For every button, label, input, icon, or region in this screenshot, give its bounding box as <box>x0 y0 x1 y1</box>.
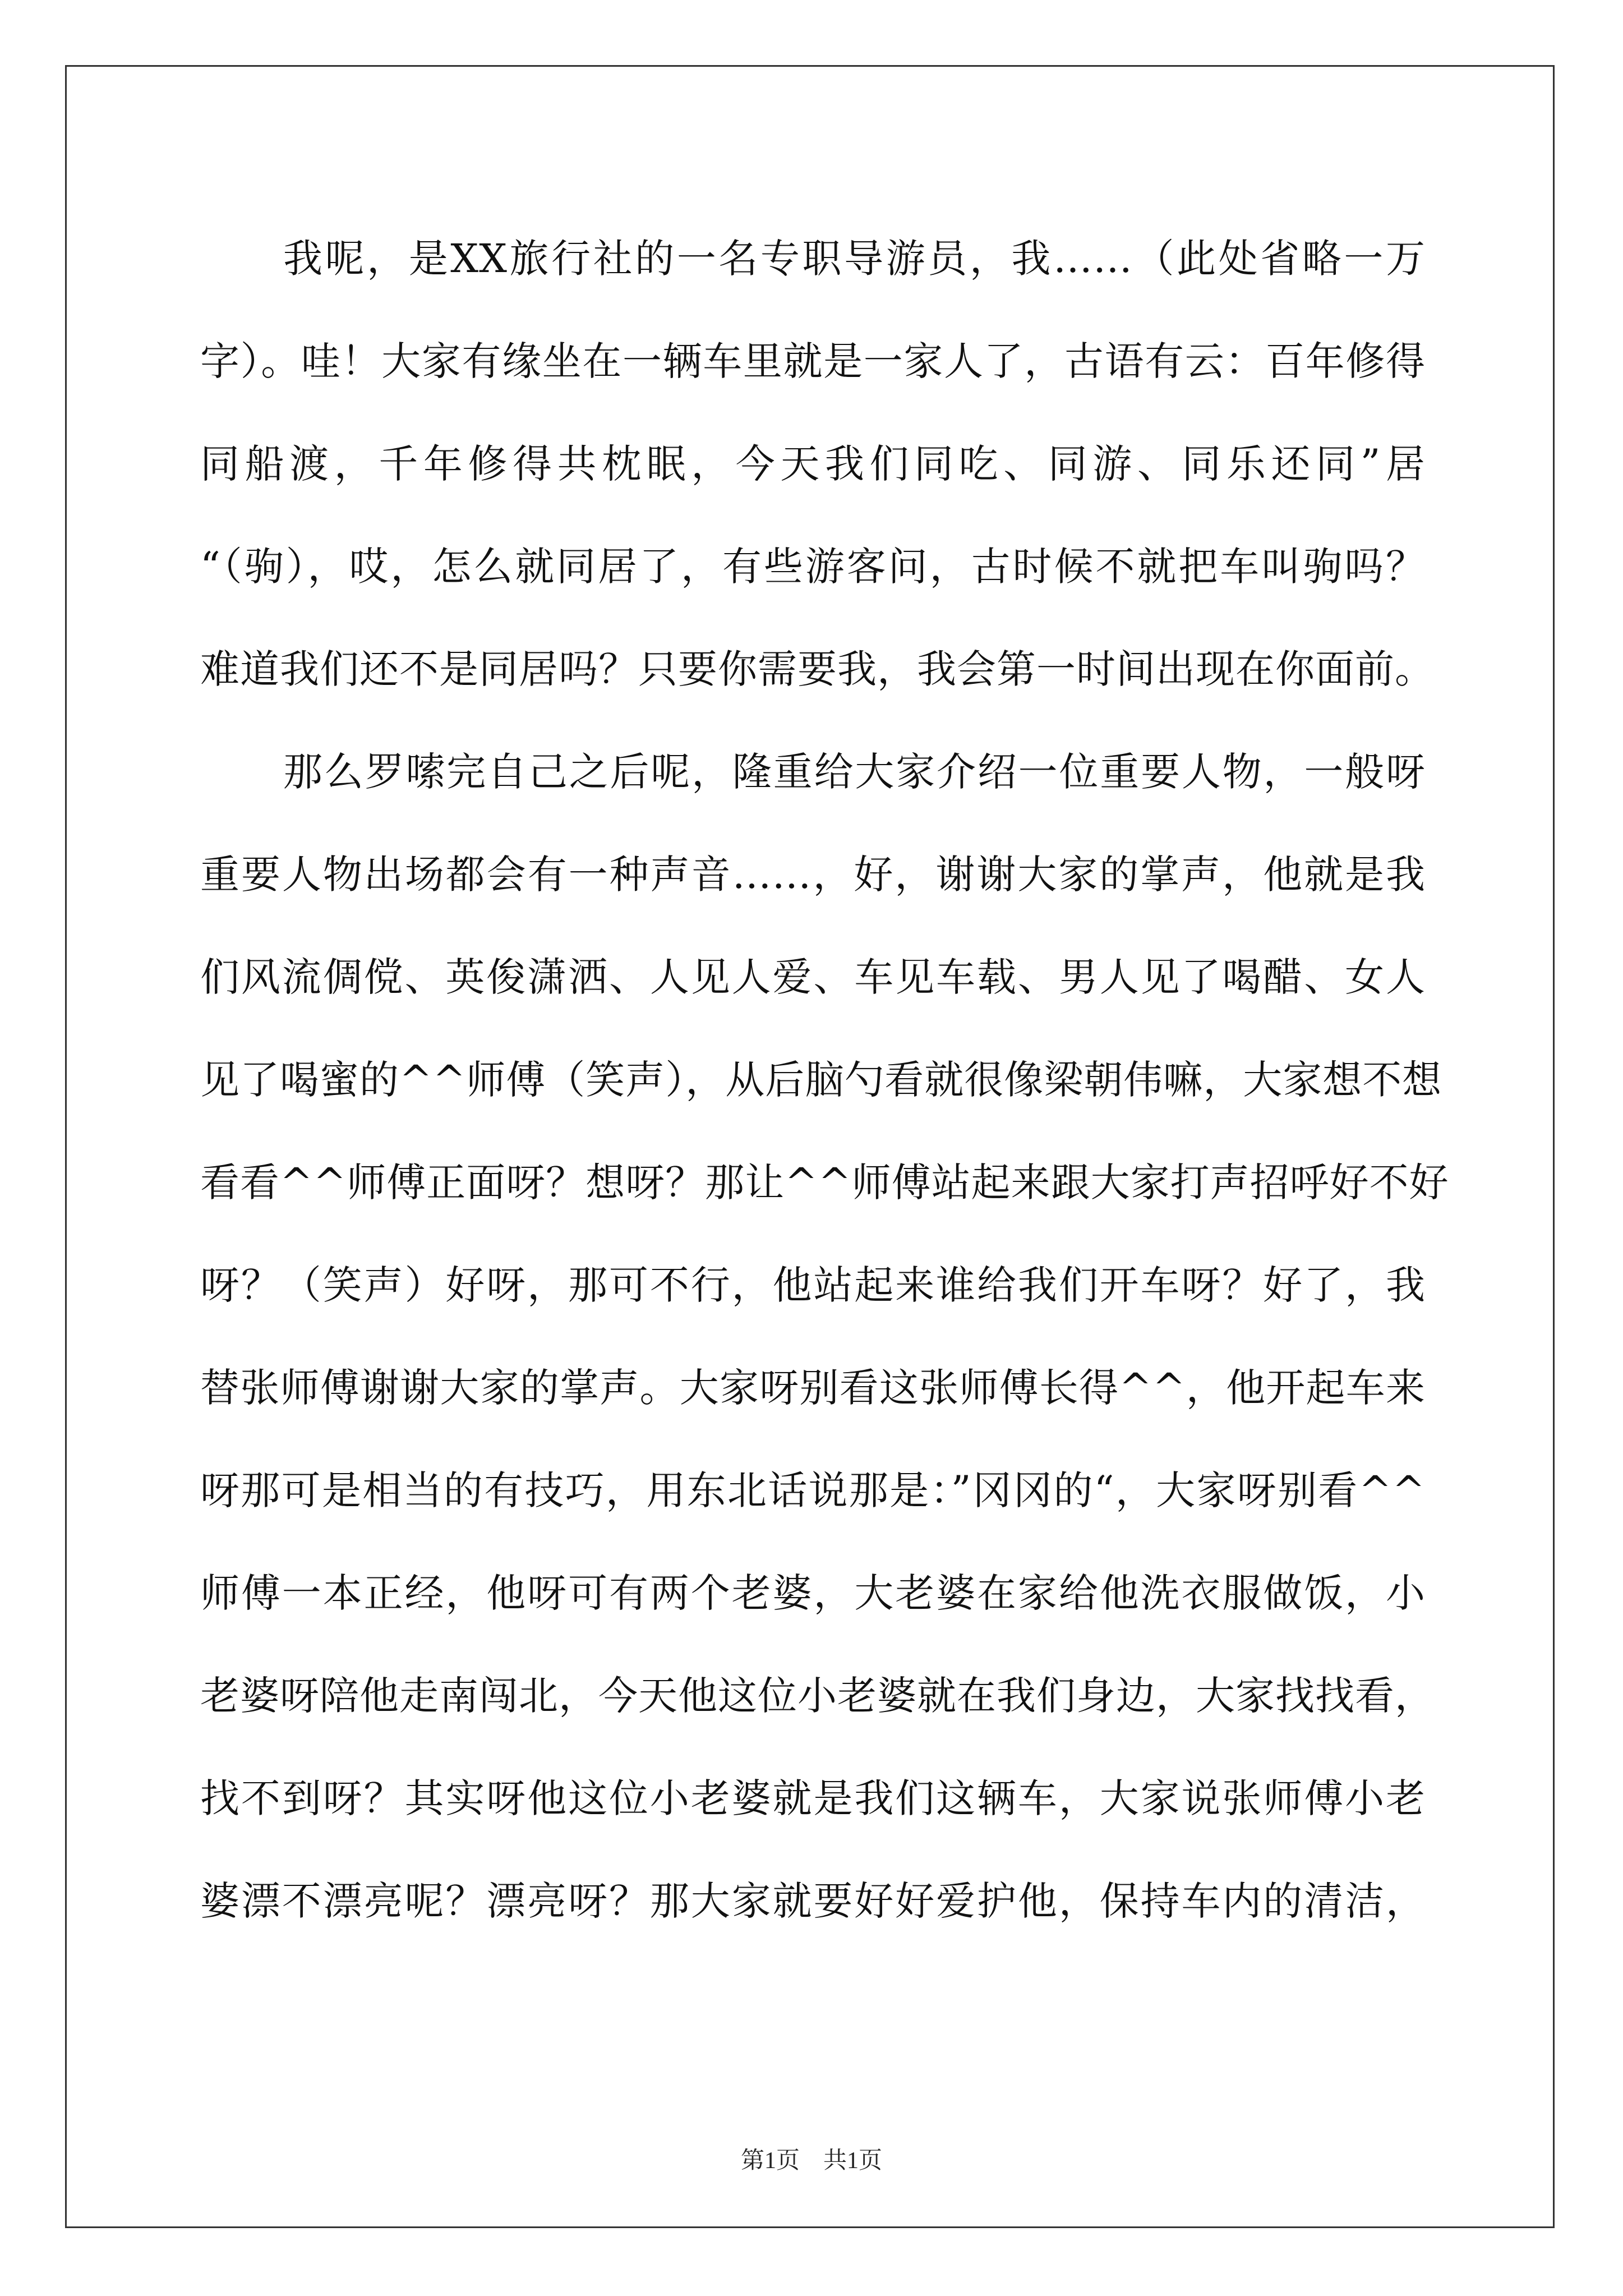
text-line: 呀？（笑声）好呀，那可不行，他站起来谁给我们开车呀？好了，我 <box>200 1262 1426 1308</box>
text-line: 呀那可是相当的有技巧，用东北话说那是：”冈冈的“，大家呀别看^^ <box>200 1467 1426 1513</box>
text-line: 重要人物出场都会有一种声音……，好，谢谢大家的掌声，他就是我 <box>200 852 1426 898</box>
text-line: 老婆呀陪他走南闯北，今天他这位小老婆就在我们身边，大家找找看， <box>200 1673 1435 1719</box>
text-line: 师傅一本正经，他呀可有两个老婆，大老婆在家给他洗衣服做饭，小 <box>200 1570 1426 1616</box>
text-line: 们风流倜傥、英俊潇洒、人见人爱、车见车载、男人见了喝醋、女人 <box>200 954 1426 1000</box>
text-line: 那么罗嗦完自己之后呢，隆重给大家介绍一位重要人物，一般呀 <box>283 749 1426 795</box>
page-number: 第1页 共1页 <box>740 2148 882 2174</box>
text-line: 找不到呀？其实呀他这位小老婆就是我们这辆车，大家说张师傅小老 <box>200 1775 1426 1821</box>
text-line: 同船渡，千年修得共枕眠，今天我们同吃、同游、同乐还同”居 <box>200 441 1426 487</box>
text-line: “（驹），哎，怎么就同居了，有些游客问，古时候不就把车叫驹吗？ <box>200 544 1426 590</box>
text-line: 我呢，是XX旅行社的一名专职导游员，我……（此处省略一万 <box>283 236 1426 282</box>
text-line: 婆漂不漂亮呢？漂亮呀？那大家就要好好爱护他，保持车内的清洁， <box>200 1878 1426 1924</box>
document-body <box>200 208 1449 1953</box>
text-line: 见了喝蜜的^^师傅（笑声），从后脑勺看就很像梁朝伟嘛，大家想不想 <box>200 1057 1442 1103</box>
text-line: 字）。哇！大家有缘坐在一辆车里就是一家人了，古语有云：百年修得 <box>200 338 1426 384</box>
text-line: 替张师傅谢谢大家的掌声。大家呀别看这张师傅长得^^，他开起车来 <box>200 1365 1426 1411</box>
text-line: 看看^^师傅正面呀？想呀？那让^^师傅站起来跟大家打声招呼好不好 <box>200 1159 1449 1205</box>
text-line: 难道我们还不是同居吗？只要你需要我，我会第一时间出现在你面前。 <box>200 646 1435 692</box>
